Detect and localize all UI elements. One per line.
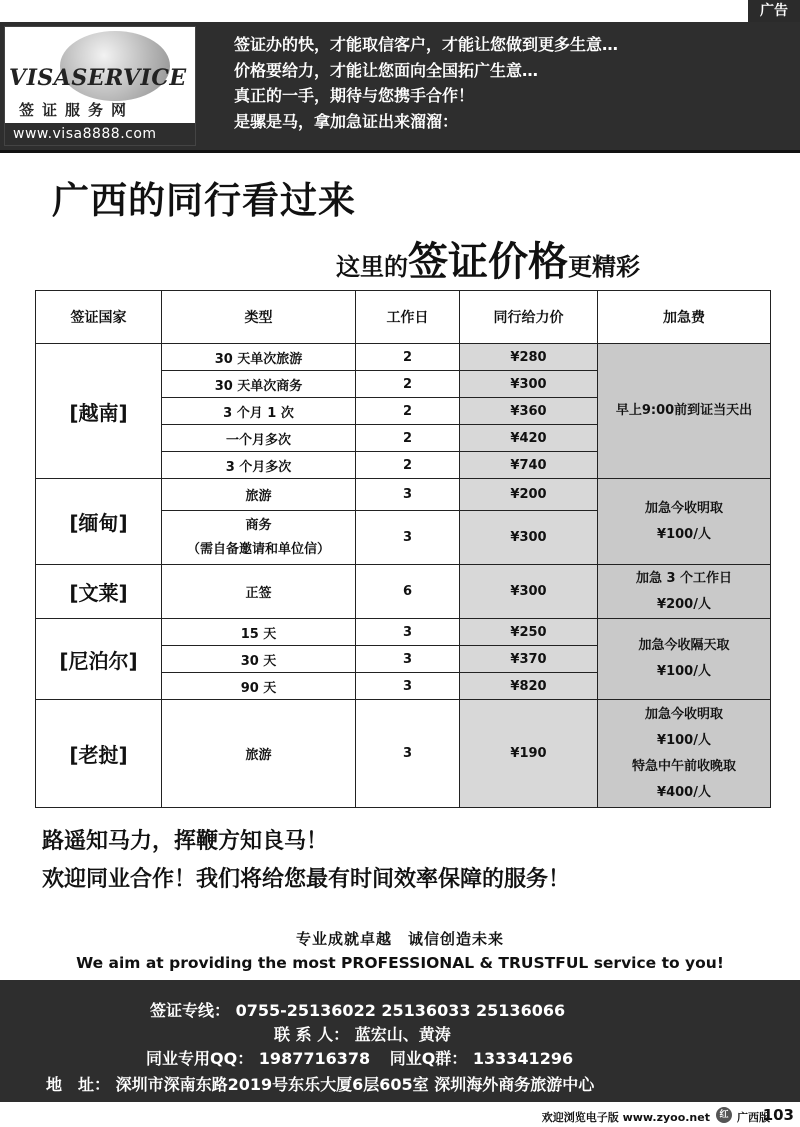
visa-price: ¥360 [460,398,598,425]
headline-sub [336,230,640,287]
visa-type: 30 天单次旅游 [162,344,356,371]
slogan-line: 真正的一手，期待与您携手合作！ [234,86,475,105]
qq-number[interactable]: 1987716378 [258,1049,371,1068]
ad-tag: 广告 [748,0,800,22]
fee-line: 加急今收明取 [644,500,723,516]
visa-price: ¥300 [460,511,598,565]
qq-label: 同业专用QQ： [146,1049,254,1068]
slogan-line: 签证办的快，才能取信客户，才能让您做到更多生意… [234,35,619,54]
headline-main: 广西的同行看过来 [52,179,356,222]
fee-line: 特急中午前收晚取 [631,758,736,774]
work-days: 2 [356,344,460,371]
work-days: 3 [356,673,460,700]
work-days: 2 [356,425,460,452]
col-header-country: 签证国家 [36,291,162,344]
country-laos: [老挝] [36,700,162,808]
footer-website[interactable]: 欢迎浏览电子版 www.zyoo.net [541,1111,710,1124]
urgent-fee [598,619,771,700]
work-days: 3 [356,646,460,673]
visa-type: 90 天 [162,673,356,700]
fee-line: ¥200/人 [657,596,711,612]
col-header-fee: 加急费 [598,291,771,344]
visa-price: ¥190 [460,700,598,808]
visa-type: 3 个月 1 次 [162,398,356,425]
qq-group-number[interactable]: 133341296 [472,1049,574,1068]
slogan-line: 价格要给力，才能让您面向全国拓广生意… [234,60,539,80]
logo-brand: VISASERVICE [9,65,187,91]
visa-type: 旅游 [162,479,356,511]
contact-person-label: 联 系 人： [274,1025,350,1044]
work-days: 2 [356,452,460,479]
visa-price: ¥300 [460,565,598,619]
contact-persons: 蓝宏山、黄涛 [354,1025,451,1044]
visa-price: ¥250 [460,619,598,646]
work-days: 3 [356,511,460,565]
country-vietnam: [越南] [36,344,162,479]
visa-price: ¥280 [460,344,598,371]
visa-price: ¥370 [460,646,598,673]
contact-person-line [274,1022,451,1045]
col-header-days: 工作日 [356,291,460,344]
qq-line [146,1046,573,1069]
table-row [36,700,771,808]
fee-line: ¥100/人 [657,664,711,679]
col-header-price: 同行给力价 [460,291,598,344]
work-days: 3 [356,479,460,511]
headline-sub-emphasis: 签证价格 [408,239,568,285]
phone-numbers[interactable]: 0755-25136022 25136033 25136066 [235,1001,566,1020]
english-slogan: We aim at providing the most PROFESSIONAL & TRUSTFUL service to you! [76,954,724,972]
headline-sub-prefix: 这里的 [336,253,408,281]
address-text: 深圳市深南东路2019号东乐大厦6层605室 深圳海外商务旅游中心 [115,1075,595,1094]
work-days: 3 [356,700,460,808]
work-days: 3 [356,619,460,646]
price-table [35,290,771,808]
visa-price: ¥300 [460,371,598,398]
work-days: 2 [356,371,460,398]
publication-logo-icon: 红 [716,1107,732,1123]
table-header-row [36,291,771,344]
slogan-line: 是骡是马，拿加急证出来溜溜： [234,111,459,131]
logo-url[interactable]: www.visa8888.com [5,123,195,145]
tagline: 专业成就卓越 诚信创造未来 [295,930,504,948]
visa-type: 30 天 [162,646,356,673]
country-brunei: [文莱] [36,565,162,619]
visa-type: 15 天 [162,619,356,646]
headline-sub-suffix: 更精彩 [568,253,640,281]
fee-line: ¥100/人 [657,526,711,542]
logo-subtitle: 签证服务网 [19,101,135,119]
urgent-fee [598,700,771,808]
motto-line-2: 欢迎同业合作！我们将给您最有时间效率保障的服务！ [42,866,571,892]
visa-type [162,511,356,565]
table-row [36,479,771,511]
publication-edition: 广西版 [737,1111,770,1124]
visa-type: 3 个月多次 [162,452,356,479]
visa-type: 30 天单次商务 [162,371,356,398]
table-row [36,344,771,371]
qq-group-label: 同业Q群： [389,1049,468,1068]
visa-price: ¥200 [460,479,598,511]
visa-type: 一个月多次 [162,425,356,452]
fee-line: 早上9:00前到证当天出 [615,403,753,418]
logo[interactable] [4,26,196,146]
work-days: 2 [356,398,460,425]
contact-footer [0,980,800,1102]
col-header-type: 类型 [162,291,356,344]
table-row [36,619,771,646]
visa-price: ¥740 [460,452,598,479]
visa-type-note: （需自备邀请和单位信） [186,541,330,557]
country-myanmar: [缅甸] [36,479,162,565]
visa-price: ¥820 [460,673,598,700]
fee-line: 加急今收明取 [644,706,723,722]
phone-label: 签证专线： [150,1001,231,1020]
address-line [46,1072,594,1095]
header-banner [0,22,800,153]
urgent-fee [598,344,771,479]
urgent-fee [598,565,771,619]
country-nepal: [尼泊尔] [36,619,162,700]
work-days: 6 [356,565,460,619]
fee-line: ¥100/人 [657,732,711,748]
motto [42,822,570,898]
visa-type-name: 商务 [245,517,272,533]
fee-line: 加急 3 个工作日 [635,570,733,586]
fee-line: ¥400/人 [657,784,711,800]
motto-line-1: 路遥知马力，挥鞭方知良马！ [42,828,329,854]
page-number: 103 [762,1106,794,1124]
fee-line: 加急今收隔天取 [638,638,730,653]
visa-price: ¥420 [460,425,598,452]
urgent-fee [598,479,771,565]
page-footer [0,1102,800,1127]
visa-type: 正签 [162,565,356,619]
table-row [36,565,771,619]
slogan-list [234,32,618,134]
visa-type: 旅游 [162,700,356,808]
address-label: 地 址： [46,1075,111,1094]
phone-line [150,998,565,1021]
